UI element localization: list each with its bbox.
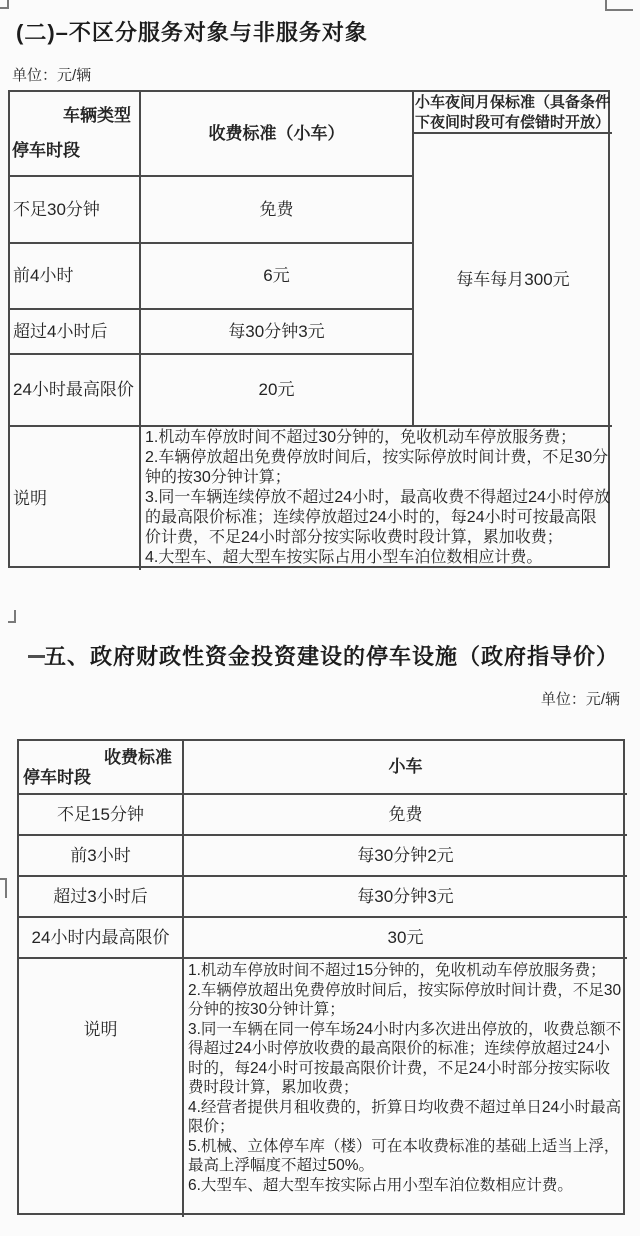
outline-collapse-dash-icon bbox=[28, 655, 45, 658]
note-line: 2.车辆停放超出免费停放时间后，按实际停放时间计费，不足30分钟的按30分钟计算； bbox=[145, 449, 609, 486]
row-fee: 6元 bbox=[141, 244, 414, 310]
unit-label-top: 单位：元/辆 bbox=[12, 67, 92, 84]
notes-label-cell: 说明 bbox=[10, 427, 141, 570]
row-period: 24小时最高限价 bbox=[10, 355, 141, 427]
notes-label-cell: 说明 bbox=[19, 959, 184, 1217]
note-line: 4.大型车、超大型车按实际占用小型车泊位数相应计费。 bbox=[145, 549, 543, 566]
note-line: 2.车辆停放超出免费停放时间后，按实际停放时间计费，不足30分钟的按30分钟计算； bbox=[188, 981, 622, 1019]
notes-cell bbox=[184, 959, 627, 1217]
header-cell-vehicle-type-period bbox=[10, 92, 141, 177]
header-small-car: 小车 bbox=[184, 741, 627, 795]
header-fee-standard: 收费标准 bbox=[104, 748, 172, 767]
header-vehicle-type: 车辆类型 bbox=[63, 106, 131, 125]
note-line: 1.机动车停放时间不超过30分钟的，免收机动车停放服务费； bbox=[145, 429, 577, 446]
header-parking-period: 停车时段 bbox=[23, 767, 91, 787]
row-fee: 20元 bbox=[141, 355, 414, 427]
crop-mark-top-right bbox=[605, 0, 633, 11]
crop-mark-mid-left bbox=[8, 610, 16, 623]
row-period: 前4小时 bbox=[10, 244, 141, 310]
header-fee-standard-small-car: 收费标准（小车） bbox=[141, 92, 414, 177]
header-cell-fee-standard-period bbox=[19, 741, 184, 795]
crop-mark-top-left bbox=[0, 0, 9, 9]
note-line: 4.经营者提供月租收费的，折算日均收费不超过单日24小时最高限价； bbox=[188, 1098, 622, 1136]
fee-table-general bbox=[8, 90, 610, 568]
fee-table-government bbox=[17, 739, 625, 1215]
notes-cell bbox=[141, 427, 612, 570]
row-period: 前3小时 bbox=[19, 836, 184, 877]
row-period: 超过3小时后 bbox=[19, 877, 184, 918]
row-fee: 免费 bbox=[141, 177, 414, 244]
row-period: 不足30分钟 bbox=[10, 177, 141, 244]
night-monthly-value-cell: 每车每月300元 bbox=[414, 134, 612, 427]
note-line: 5.机械、立体停车库（楼）可在本收费标准的基础上适当上浮，最高上浮幅度不超过50%。 bbox=[188, 1137, 620, 1175]
row-fee: 每30分钟3元 bbox=[141, 310, 414, 355]
note-line: 3.同一车辆连续停放不超过24小时，最高收费不得超过24小时停放的最高限价标准；连续停放超过24小时的，每24小时可按最高限价计费，不足24小时部分按实际收费时段计算，累加收费； bbox=[145, 489, 610, 546]
section-2-title: (二)–不区分服务对象与非服务对象 bbox=[16, 20, 368, 45]
row-fee: 每30分钟3元 bbox=[184, 877, 627, 918]
section-5-title: 五、政府财政性资金投资建设的停车设施（政府指导价） bbox=[44, 644, 620, 669]
note-line: 3.同一车辆在同一停车场24小时内多次进出停放的，收费总额不得超过24小时停放收费的最高限价的标准；连续停放超过24小时的，每24小时可按最高限价计费，不足24小时部分按实际收费时段计算，累加收费； bbox=[188, 1020, 622, 1097]
header-night-monthly-standard: 小车夜间月保标准（具备条件下夜间时段可有偿错时开放） bbox=[414, 92, 612, 134]
row-fee: 免费 bbox=[184, 795, 627, 836]
row-period: 超过4小时后 bbox=[10, 310, 141, 355]
unit-label-mid: 单位：元/辆 bbox=[540, 691, 620, 708]
note-line: 1.机动车停放时间不超过15分钟的，免收机动车停放服务费； bbox=[188, 962, 606, 979]
note-line: 6.大型车、超大型车按实际占用小型车泊位数相应计费。 bbox=[188, 1176, 573, 1194]
crop-mark-lower-left bbox=[0, 878, 7, 898]
row-fee: 每30分钟2元 bbox=[184, 836, 627, 877]
row-fee: 30元 bbox=[184, 918, 627, 959]
row-period: 不足15分钟 bbox=[19, 795, 184, 836]
row-period: 24小时内最高限价 bbox=[19, 918, 184, 959]
header-parking-period: 停车时段 bbox=[12, 140, 80, 160]
